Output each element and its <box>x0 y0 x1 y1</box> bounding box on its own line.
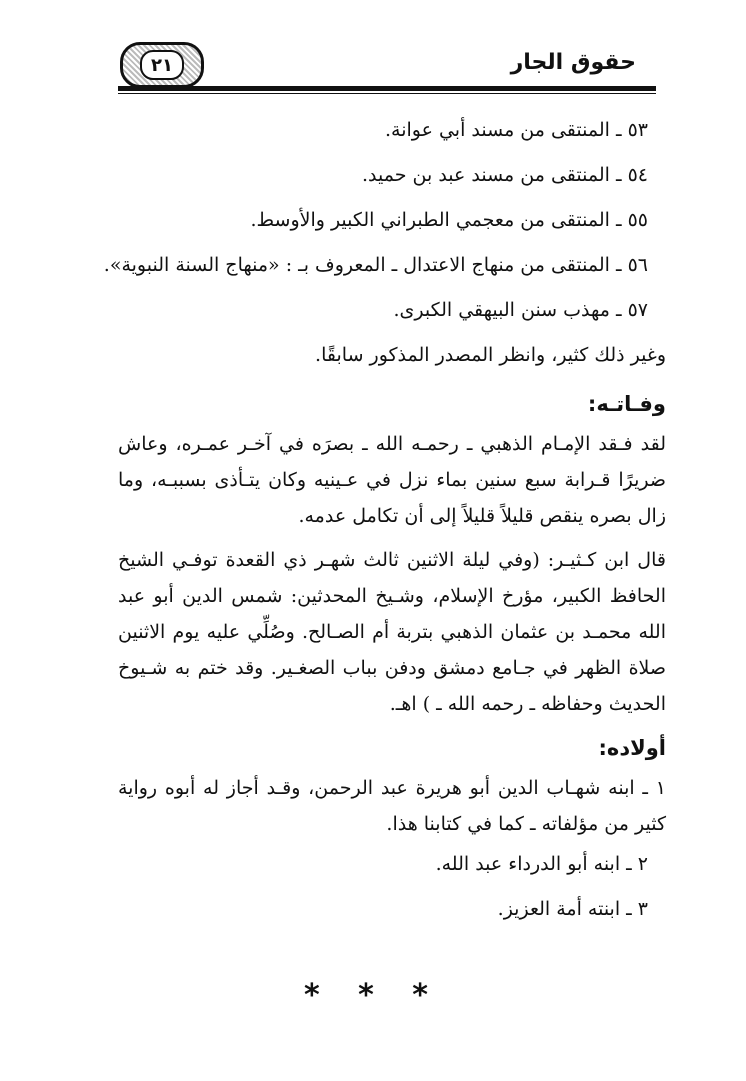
paragraph-text: قال ابن كـثيـر: (وفي ليلة الاثنين ثالث شهـر ذي القعدة توفـي الشيخ الحافظ الكبير، مؤرخ الإسلام، وشـيخ المحدثين: شمس الدين أبو عبد الله محمـد بن عثمان الذهبي بتربة أم الصـالح. وصُلِّي عليه يوم الاثنين صلاة الظهر في جـامع دمشق ودفن بباب الصغـير. وقد ختم به شـيوخ الحديث وحفاظه ـ رحمه الله ـ ) اهـ. <box>118 549 666 715</box>
page-number: ٢١ <box>140 50 184 80</box>
list-item: ٥٥ ـ المنتقى من معجمي الطبراني الكبير والأوسط. <box>250 209 648 231</box>
list-item: ٥٣ ـ المنتقى من مسند أبي عوانة. <box>384 119 648 141</box>
paragraph-text: لقد فـقد الإمـام الذهبي ـ رحمـه الله ـ بصرَه في آخـر عمـره، وعاش ضريرًا قـرابة سبع سنين بماء نزل في عـينيه وكان يتـأذى بسببـه، وما زال بصره ينقص قليلاً قليلاً إلى أن تكامل عدمه. <box>118 433 666 527</box>
page-number-badge <box>120 42 204 88</box>
children-heading: أولاده: <box>598 736 666 760</box>
header-rule-thin <box>118 93 656 94</box>
child-1 <box>118 770 666 842</box>
header-rule <box>118 86 656 91</box>
death-heading: وفـاتـه: <box>587 392 666 416</box>
list-item: ٥٤ ـ المنتقى من مسند عبد بن حميد. <box>362 164 648 186</box>
list-item: ٥٦ ـ المنتقى من منهاج الاعتدال ـ المعروف بـ : «منهاج السنة النبوية». <box>103 254 648 276</box>
death-paragraph-1 <box>118 426 666 534</box>
page-body <box>103 108 666 932</box>
running-header-title: حقوق الجار <box>510 50 636 75</box>
child-3: ٣ ـ ابنته أمة العزيز. <box>497 898 648 920</box>
closing-line: وغير ذلك كثير، وانظر المصدر المذكور سابقًا. <box>315 344 666 366</box>
list-item: ٥٧ ـ مهذب سنن البيهقي الكبرى. <box>393 299 648 321</box>
child-2: ٢ ـ ابنه أبو الدرداء عبد الله. <box>435 853 648 875</box>
paragraph-text: ١ ـ ابنه شهـاب الدين أبو هريرة عبد الرحمن، وقـد أجاز له أبوه رواية كثير من مؤلفاته ـ كما في كتابنا هذا. <box>118 777 666 835</box>
death-paragraph-2 <box>118 542 666 722</box>
section-separator: * * * <box>304 978 442 1013</box>
